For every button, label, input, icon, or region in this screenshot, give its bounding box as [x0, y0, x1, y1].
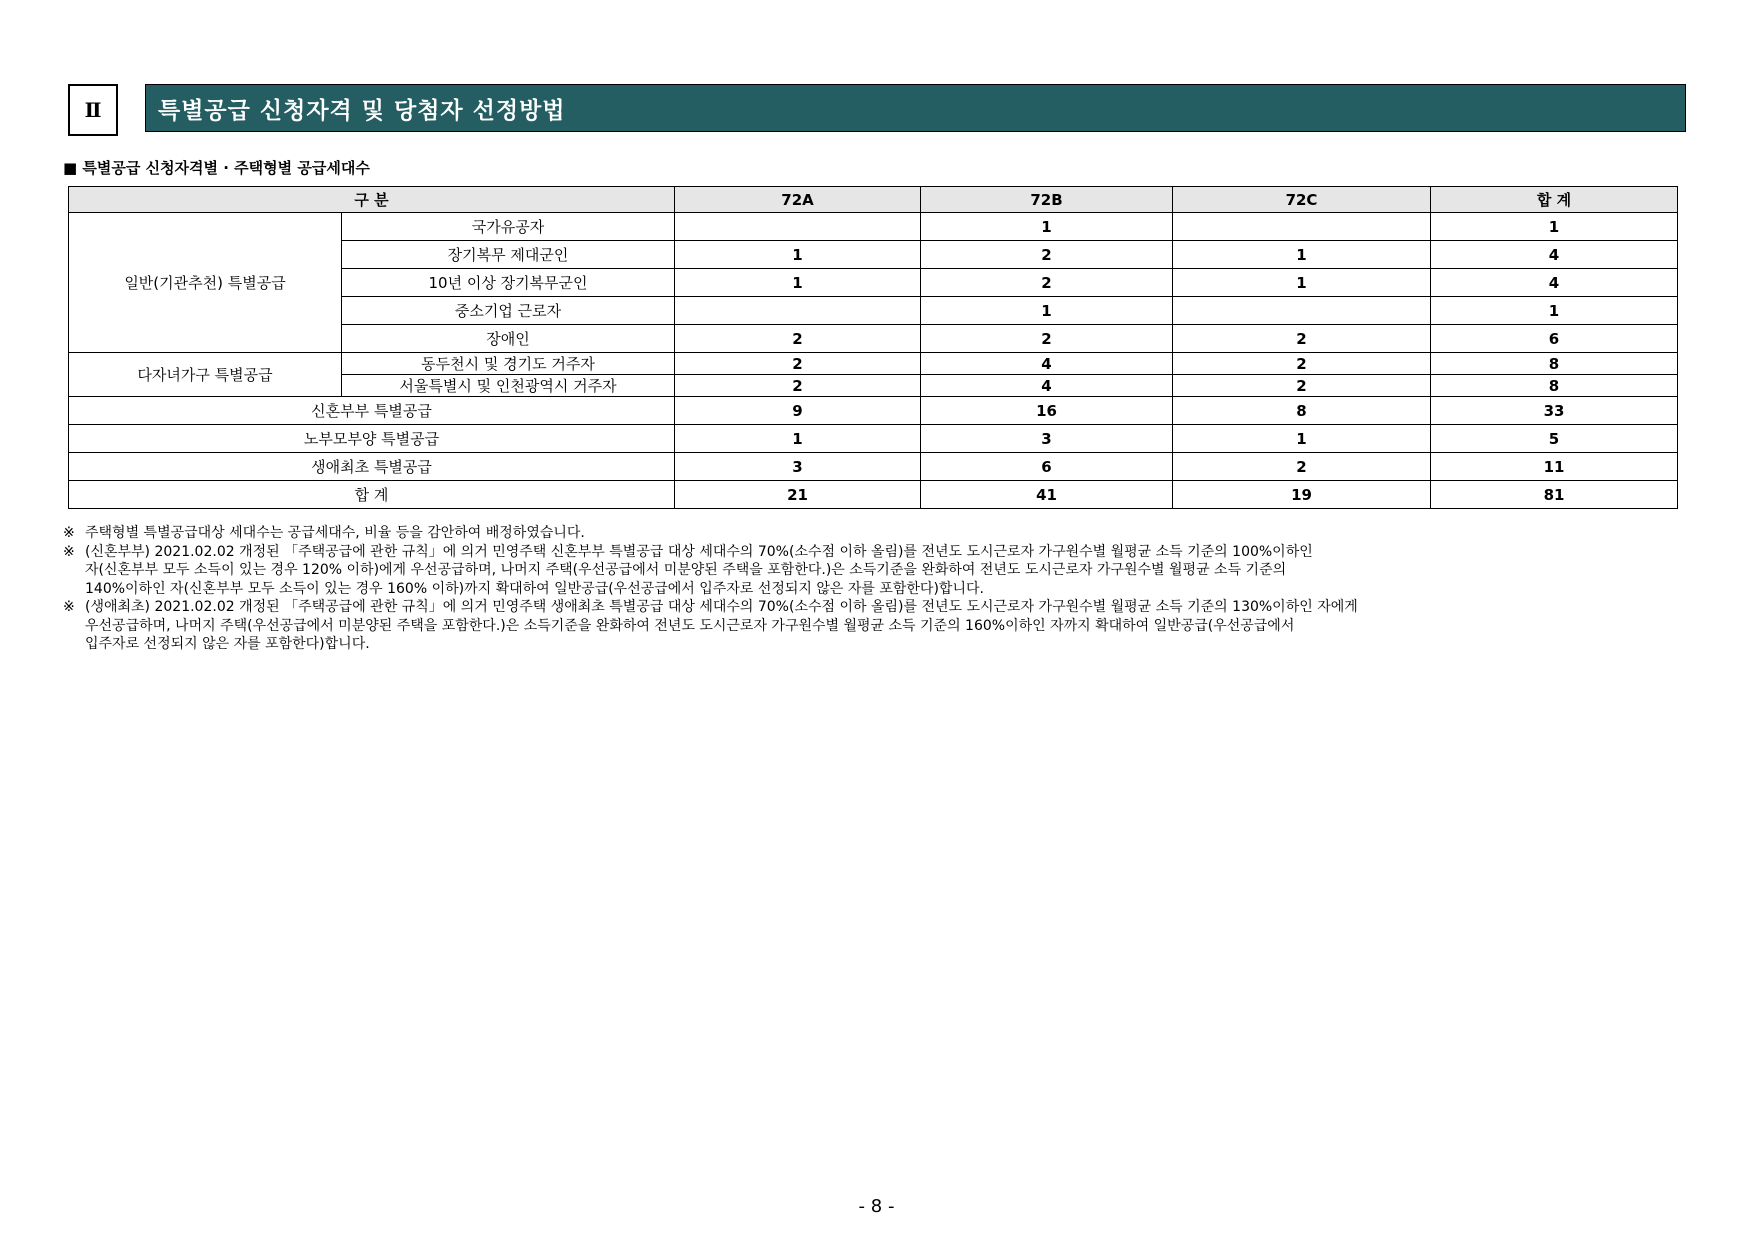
- notes: [63, 524, 1683, 654]
- cell-72b: 2: [921, 241, 1173, 269]
- note-line: 우선공급하며, 나머지 주택(우선공급에서 미분양된 주택을 포함한다.)은 소득기준을 완화하여 전년도 도시근로자 가구원수별 월평균 소득 기준의 160%이하인 자까지 확대하여 일반공급(우선공급에서: [85, 617, 1295, 634]
- cell-72a: 3: [675, 453, 921, 481]
- row-label: 10년 이상 장기복무군인: [342, 269, 675, 297]
- note-line: 140%이하인 자(신혼부부 모두 소득이 있는 경우 160% 이하)까지 확대하여 일반공급(우선공급에서 입주자로 선정되지 않은 자를 포함한다)합니다.: [85, 580, 984, 597]
- cell-72a: 2: [675, 325, 921, 353]
- cell-72b: 6: [921, 453, 1173, 481]
- row-label: 생애최초 특별공급: [69, 453, 675, 481]
- cell-72a: 2: [675, 375, 921, 397]
- cell-72a: [675, 213, 921, 241]
- cell-total: 4: [1431, 241, 1678, 269]
- cell-72a: 9: [675, 397, 921, 425]
- cell-72c: [1173, 213, 1431, 241]
- supply-table: [68, 186, 1678, 509]
- group-multichild-label: 다자녀가구 특별공급: [69, 353, 342, 397]
- cell-72a: 1: [675, 425, 921, 453]
- table-total-row: [69, 481, 1678, 509]
- cell-72c: 2: [1173, 325, 1431, 353]
- subsection-title: ■ 특별공급 신청자격별 · 주택형별 공급세대수: [63, 159, 370, 177]
- table-row: [69, 453, 1678, 481]
- cell-72c: 1: [1173, 269, 1431, 297]
- cell-72b: 1: [921, 297, 1173, 325]
- cell-72a: [675, 297, 921, 325]
- cell-72b: 1: [921, 213, 1173, 241]
- note-line: 자(신혼부부 모두 소득이 있는 경우 120% 이하)에게 우선공급하며, 나머지 주택(우선공급에서 미분양된 주택을 포함한다.)은 소득기준을 완화하여 전년도 도시근로자 가구원수별 월평균 소득 기준의: [85, 562, 1287, 578]
- note-line: 입주자로 선정되지 않은 자를 포함한다)합니다.: [85, 636, 370, 652]
- row-label: 서울특별시 및 인천광역시 거주자: [342, 375, 675, 397]
- cell-72c: 2: [1173, 375, 1431, 397]
- group-general-label: 일반(기관추천) 특별공급: [69, 213, 342, 353]
- table-row: [69, 425, 1678, 453]
- section-title: 특별공급 신청자격 및 당첨자 선정방법: [145, 84, 1686, 132]
- cell-72a: 21: [675, 481, 921, 509]
- row-label: 동두천시 및 경기도 거주자: [342, 353, 675, 375]
- note-item: [63, 543, 1683, 599]
- header-72a: 72A: [675, 187, 921, 213]
- row-label: 장애인: [342, 325, 675, 353]
- row-label: 노부모부양 특별공급: [69, 425, 675, 453]
- note-line: 주택형별 특별공급대상 세대수는 공급세대수, 비율 등을 감안하여 배정하였습니다.: [85, 525, 585, 541]
- note-item: [63, 524, 1683, 543]
- section-header: [68, 84, 1688, 134]
- cell-72b: 4: [921, 375, 1173, 397]
- cell-72c: 19: [1173, 481, 1431, 509]
- note-item: [63, 598, 1683, 654]
- row-label: 장기복무 제대군인: [342, 241, 675, 269]
- table-row: [69, 353, 1678, 375]
- cell-72a: 1: [675, 241, 921, 269]
- cell-total: 81: [1431, 481, 1678, 509]
- cell-72a: 1: [675, 269, 921, 297]
- cell-72c: 1: [1173, 241, 1431, 269]
- cell-72b: 4: [921, 353, 1173, 375]
- cell-72b: 2: [921, 269, 1173, 297]
- header-72c: 72C: [1173, 187, 1431, 213]
- section-number: Ⅱ: [68, 84, 118, 136]
- cell-72b: 2: [921, 325, 1173, 353]
- page-number: - 8 -: [858, 1196, 895, 1217]
- cell-72a: 2: [675, 353, 921, 375]
- note-mark: ※: [63, 525, 75, 541]
- cell-total: 11: [1431, 453, 1678, 481]
- cell-total: 33: [1431, 397, 1678, 425]
- row-label: 국가유공자: [342, 213, 675, 241]
- row-label: 신혼부부 특별공급: [69, 397, 675, 425]
- cell-72b: 41: [921, 481, 1173, 509]
- header-72b: 72B: [921, 187, 1173, 213]
- cell-total: 1: [1431, 213, 1678, 241]
- cell-72b: 16: [921, 397, 1173, 425]
- cell-total: 4: [1431, 269, 1678, 297]
- cell-total: 6: [1431, 325, 1678, 353]
- row-label: 합 계: [69, 481, 675, 509]
- cell-total: 5: [1431, 425, 1678, 453]
- cell-72c: 2: [1173, 353, 1431, 375]
- note-mark: ※: [63, 599, 75, 615]
- cell-72c: 2: [1173, 453, 1431, 481]
- header-category: 구 분: [69, 187, 675, 213]
- note-line: (생애최초) 2021.02.02 개정된 「주택공급에 관한 규칙」에 의거 민영주택 생애최초 특별공급 대상 세대수의 70%(소수점 이하 올림)를 전년도 도시근로자 가구원수별 월평균 소득 기준의 130%이하인 자에게: [85, 599, 1358, 615]
- cell-total: 8: [1431, 375, 1678, 397]
- note-mark: ※: [63, 543, 75, 560]
- note-line: (신혼부부) 2021.02.02 개정된 「주택공급에 관한 규칙」에 의거 민영주택 신혼부부 특별공급 대상 세대수의 70%(소수점 이하 올림)를 전년도 도시근로자 가구원수별 월평균 소득 기준의 100%이하인: [85, 543, 1313, 560]
- cell-72b: 3: [921, 425, 1173, 453]
- cell-72c: 1: [1173, 425, 1431, 453]
- cell-72c: 8: [1173, 397, 1431, 425]
- cell-total: 8: [1431, 353, 1678, 375]
- cell-72c: [1173, 297, 1431, 325]
- table-row: [69, 213, 1678, 241]
- header-total: 합 계: [1431, 187, 1678, 213]
- table-row: [69, 397, 1678, 425]
- table-header-row: [69, 187, 1678, 213]
- cell-total: 1: [1431, 297, 1678, 325]
- row-label: 중소기업 근로자: [342, 297, 675, 325]
